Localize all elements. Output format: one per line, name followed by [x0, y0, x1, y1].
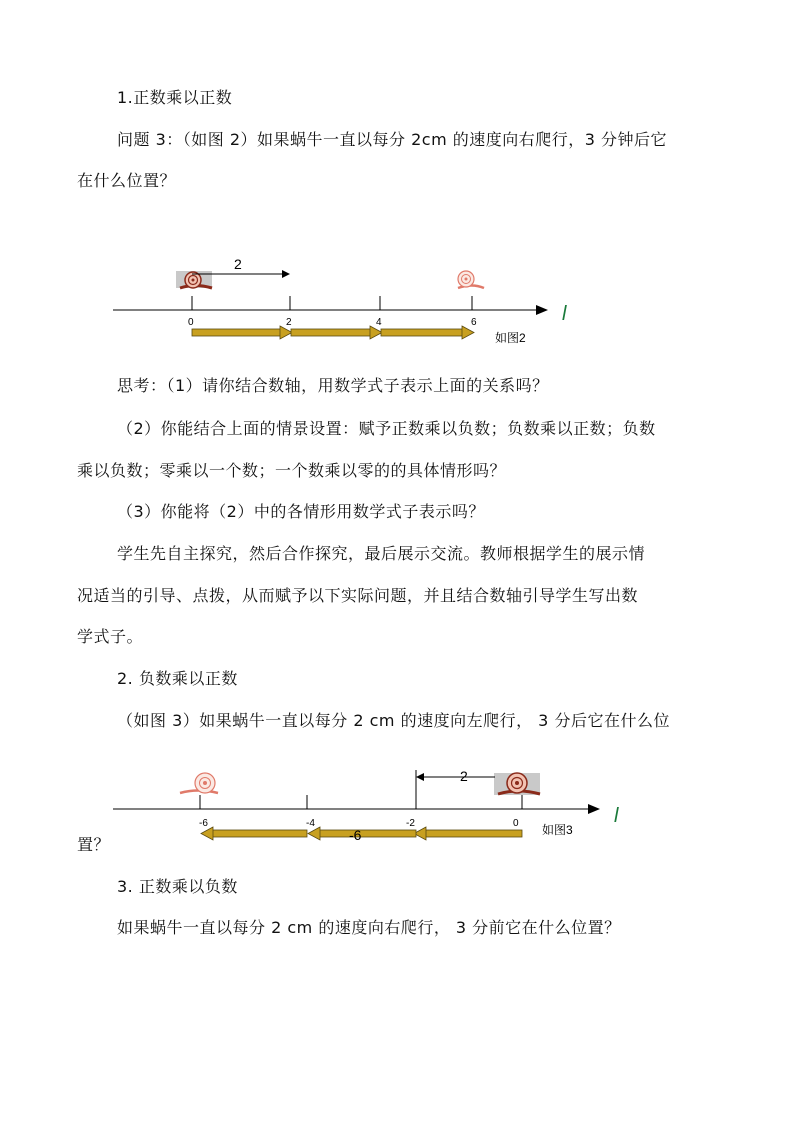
fig2-tick-3: 6	[471, 317, 477, 328]
thinking-q1: 思考：（1）请你结合数轴，用数学式子表示上面的关系吗？	[117, 376, 549, 395]
paragraph-line-2: 况适当的引导、点拨，从而赋予以下实际问题，并且结合数轴引导学生写出数	[77, 586, 639, 605]
section-3-heading: 3. 正数乘以负数	[117, 877, 238, 896]
problem-pos-neg-line-1: 如果蜗牛一直以每分 2 cm 的速度向右爬行， 3 分前它在什么位置？	[117, 918, 621, 937]
fig3-tick-2: -2	[406, 818, 415, 829]
fig2-top-value: 2	[234, 256, 242, 272]
fig3-arrow-1	[414, 827, 522, 840]
fig3-mid-value: -6	[349, 827, 362, 843]
problem-3-line-2: 在什么位置？	[77, 171, 177, 190]
fig3-tick-1: -4	[306, 818, 315, 829]
problem-neg-line-1: （如图 3）如果蜗牛一直以每分 2 cm 的速度向左爬行， 3 分后它在什么位	[117, 711, 670, 730]
fig3-arrow-3	[201, 827, 307, 840]
thinking-q2-line-2: 乘以负数；零乘以一个数；一个数乘以零的的具体情形吗？	[77, 461, 507, 480]
paragraph-line-1: 学生先自主探究，然后合作探究，最后展示交流。教师根据学生的展示情	[117, 544, 646, 563]
fig3-arrow-2	[308, 827, 416, 840]
paragraph-line-3: 学式子。	[77, 627, 144, 646]
snail-left-icon	[180, 773, 218, 793]
fig3-axis-label: l	[614, 805, 619, 827]
problem-3-line-1: 问题 3：（如图 2）如果蜗牛一直以每分 2cm 的速度向右爬行，3 分钟后它	[117, 130, 668, 149]
section-1-heading: 1.正数乘以正数	[117, 88, 233, 107]
fig2-caption: 如图2	[495, 331, 526, 345]
snail-right-icon	[494, 773, 540, 795]
fig2-tick-1: 2	[286, 317, 292, 328]
fig2-tick-2: 4	[376, 317, 382, 328]
thinking-q3: （3）你能将（2）中的各情形用数学式子表示吗？	[117, 502, 485, 521]
fig3-top-value: 2	[460, 768, 468, 784]
fig3-tick-3: 0	[513, 818, 519, 829]
thinking-q2-line-1: （2）你能结合上面的情景设置：赋予正数乘以负数；负数乘以正数；负数	[117, 419, 656, 438]
fig3-tick-0: -6	[199, 818, 208, 829]
section-2-heading: 2. 负数乘以正数	[117, 669, 238, 688]
fig2-tick-0: 0	[188, 317, 194, 328]
problem-neg-line-2: 置？	[77, 835, 111, 854]
fig3-caption: 如图3	[542, 823, 573, 837]
fig2-axis-label: l	[562, 303, 567, 325]
